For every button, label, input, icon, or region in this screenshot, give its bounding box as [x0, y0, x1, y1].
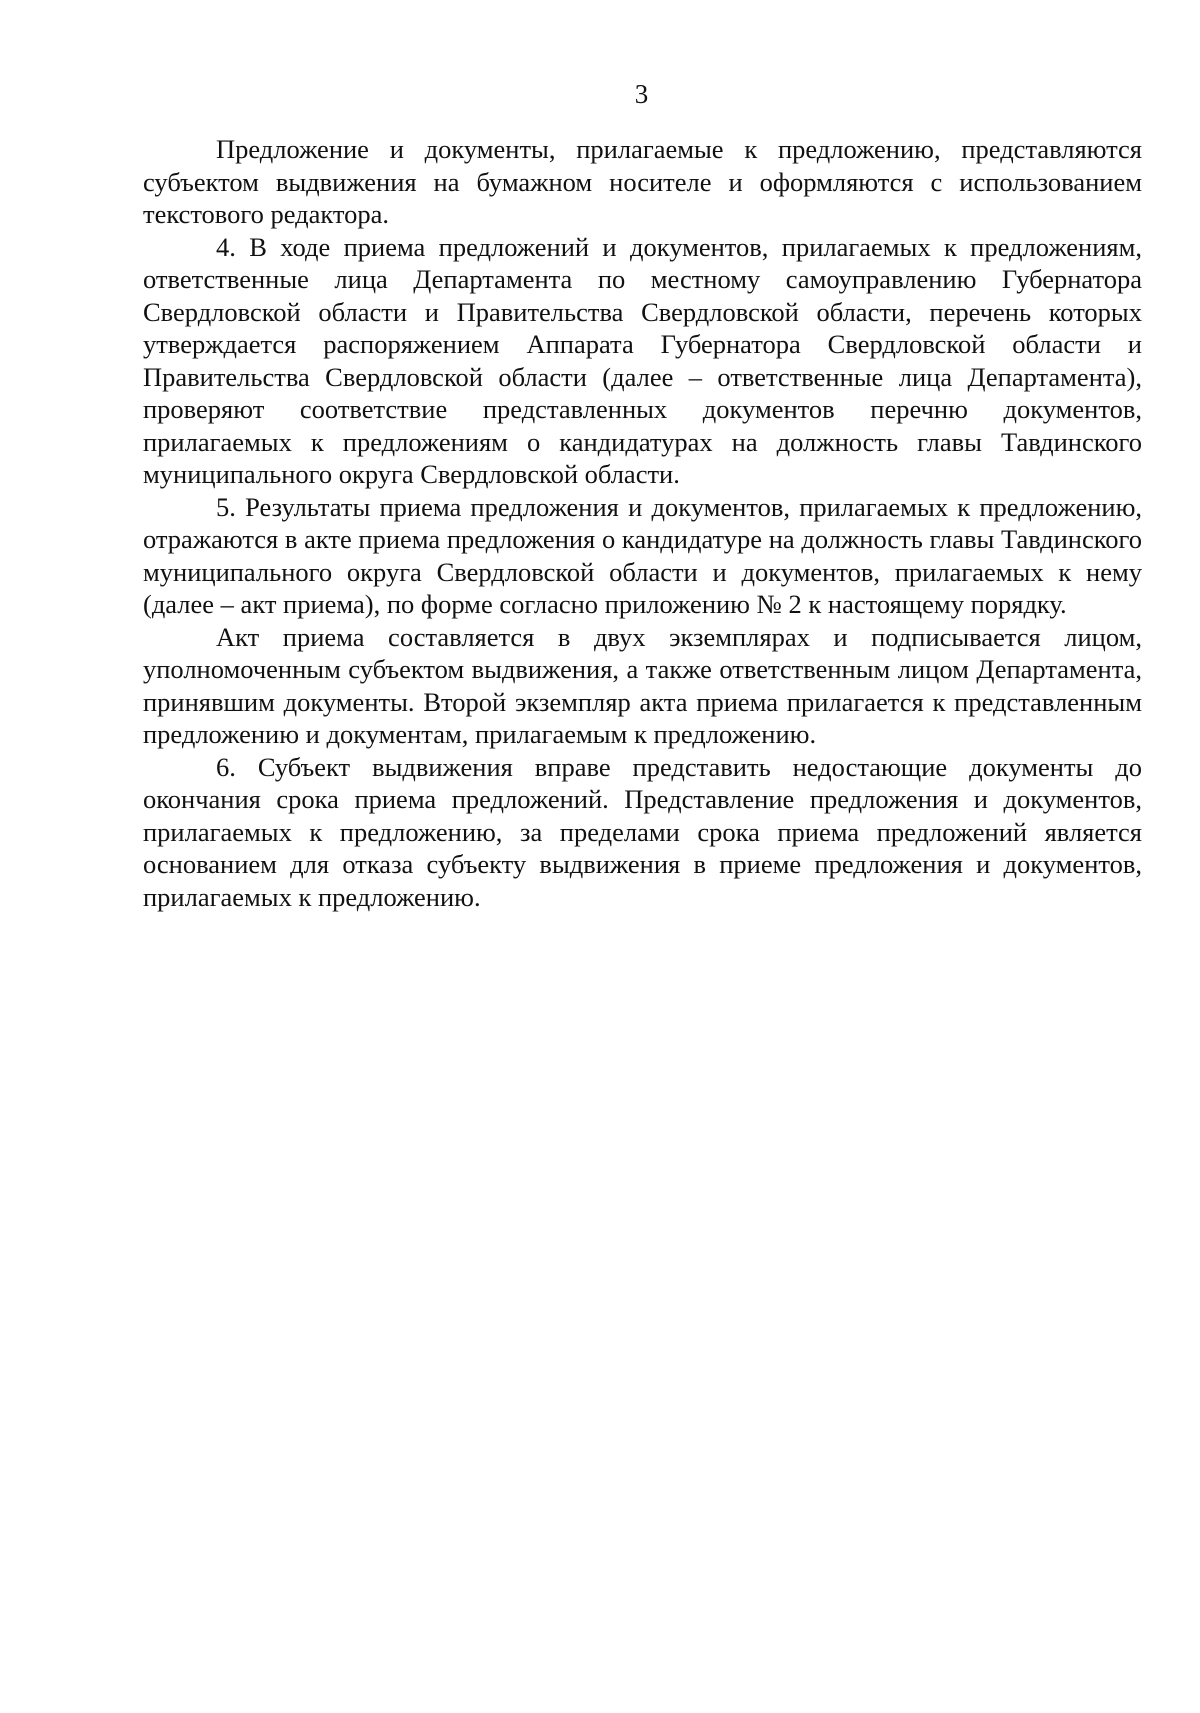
paragraph-6-missing-documents: 6. Субъект выдвижения вправе представить недостающие документы до окончания срока приема предложений. Представление предложения и документов, прилагаемых к предложению, за пределами срока приема предложений является основанием для отказа субъекту выдвижения в приеме предложения и документов, прилагаемых к предложению.	[143, 751, 1142, 912]
document-body	[143, 133, 1142, 913]
paragraph-5-acceptance-act: 5. Результаты приема предложения и документов, прилагаемых к предложению, отражаются в акте приема предложения о кандидатуре на должность главы Тавдинского муниципального округа Свердловской области и документов, прилагаемых к нему (далее – акт приема), по форме согласно приложению № 2 к настоящему порядку.	[143, 491, 1142, 619]
paragraph-4-document-check: 4. В ходе приема предложений и документов, прилагаемых к предложениям, ответственные лица Департамента по местному самоуправлению Губернатора Свердловской области и Правительства Свердловской области, перечень которых утверждается распоряжением Аппарата Губернатора Свердловской области и Правительства Свердловской области (далее – ответственные лица Департамента), проверяют соответствие представленных документов перечню документов, прилагаемых к предложениям о кандидатурах на должность главы Тавдинского муниципального округа Свердловской области.	[143, 231, 1142, 489]
page-number: 3	[634, 79, 649, 109]
paragraph-act-copies: Акт приема составляется в двух экземплярах и подписывается лицом, уполномоченным субъектом выдвижения, а также ответственным лицом Департамента, принявшим документы. Второй экземпляр акта приема прилагается к представленным предложению и документам, прилагаемым к предложению.	[143, 621, 1142, 749]
paragraph-submission-format: Предложение и документы, прилагаемые к предложению, представляются субъектом выдвижения на бумажном носителе и оформляются с использованием текстового редактора.	[143, 134, 1142, 229]
